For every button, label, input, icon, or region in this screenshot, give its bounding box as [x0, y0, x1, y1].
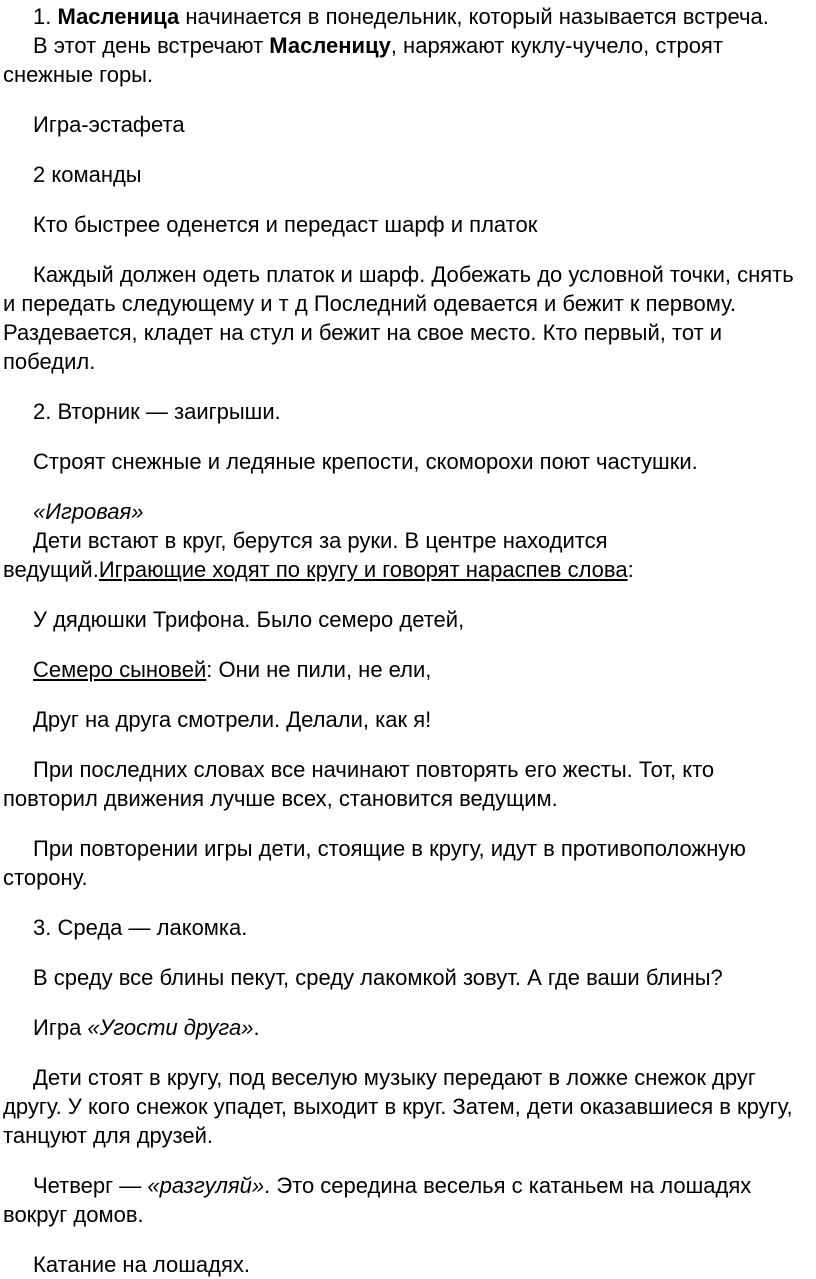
verse-line-1: У дядюшки Трифона. Было семеро детей, — [33, 607, 465, 632]
igrovaya-repeat: При повторении игры дети, стоящие в кругу, идут в противоположную сторону. — [3, 836, 746, 890]
game-relay-title: Игра-эстафета — [33, 112, 185, 137]
horse-riding: Катание на лошадях. — [33, 1252, 250, 1277]
text: В этот день встречают — [33, 33, 270, 58]
igrovaya-rules — [3, 526, 806, 584]
text: 1. — [33, 4, 58, 29]
teams-count: 2 команды — [33, 162, 142, 187]
tuesday-desc: Строят снежные и ледяные крепости, скоморохи поют частушки. — [33, 449, 698, 474]
paragraph-monday-desc — [3, 31, 806, 89]
text: . Это середина веселья с катаньем на лошадях вокруг домов. — [3, 1173, 752, 1227]
wednesday-desc: В среду все блины пекут, среду лакомкой зовут. А где ваши блины? — [33, 965, 723, 990]
relay-rules: Каждый должен одеть платок и шарф. Добежать до условной точки, снять и передать следующему и т д Последний одевается и бежит к первому. Раздевается, кладет на стул и бежит на свое место. Кто первый, тот и победил. — [3, 262, 794, 374]
text: , наряжают куклу-чучело, строят снежные горы. — [3, 33, 723, 87]
paragraph-tuesday: 2. Вторник — заигрыши. — [33, 399, 281, 424]
verse-line-2 — [3, 655, 806, 684]
paragraph-monday — [3, 2, 806, 31]
verse-line-3: Друг на друга смотрели. Делали, как я! — [33, 707, 432, 732]
underlined-text: Семеро сыновей — [33, 657, 207, 682]
italic-title: «Угости друга» — [87, 1015, 254, 1040]
bold-term: Масленица — [57, 4, 180, 29]
text: Дети встают в круг, берутся за руки. В центре находится ведущий. — [3, 528, 608, 582]
ugosti-rules: Дети стоят в кругу, под веселую музыку передают в ложке снежок друг другу. У кого снежок упадет, выходит в круг. Затем, дети оказавшиеся в кругу, танцуют для друзей. — [3, 1065, 793, 1148]
text: Игра — [33, 1015, 88, 1040]
text: Четверг — — [33, 1173, 148, 1198]
bold-term: Масленицу — [269, 33, 391, 58]
igrovaya-ending: При последних словах все начинают повторять его жесты. Тот, кто повторил движения лучше всех, становится ведущим. — [3, 757, 715, 811]
text: : — [627, 557, 634, 582]
paragraph-wednesday: 3. Среда — лакомка. — [33, 915, 248, 940]
text: : Они не пили, не ели, — [206, 657, 432, 682]
italic-title: «Игровая» — [33, 499, 144, 524]
text: . — [253, 1015, 260, 1040]
underlined-text: Играющие ходят по кругу и говорят нараспев слова — [98, 557, 628, 582]
game-igrovaya-title — [3, 497, 806, 526]
text: начинается в понедельник, который называется встреча. — [179, 4, 769, 29]
italic-title: «разгуляй» — [147, 1173, 265, 1198]
game-ugosti-title — [3, 1013, 806, 1042]
paragraph-thursday — [3, 1171, 806, 1229]
relay-goal: Кто быстрее оденется и передаст шарф и платок — [33, 212, 538, 237]
